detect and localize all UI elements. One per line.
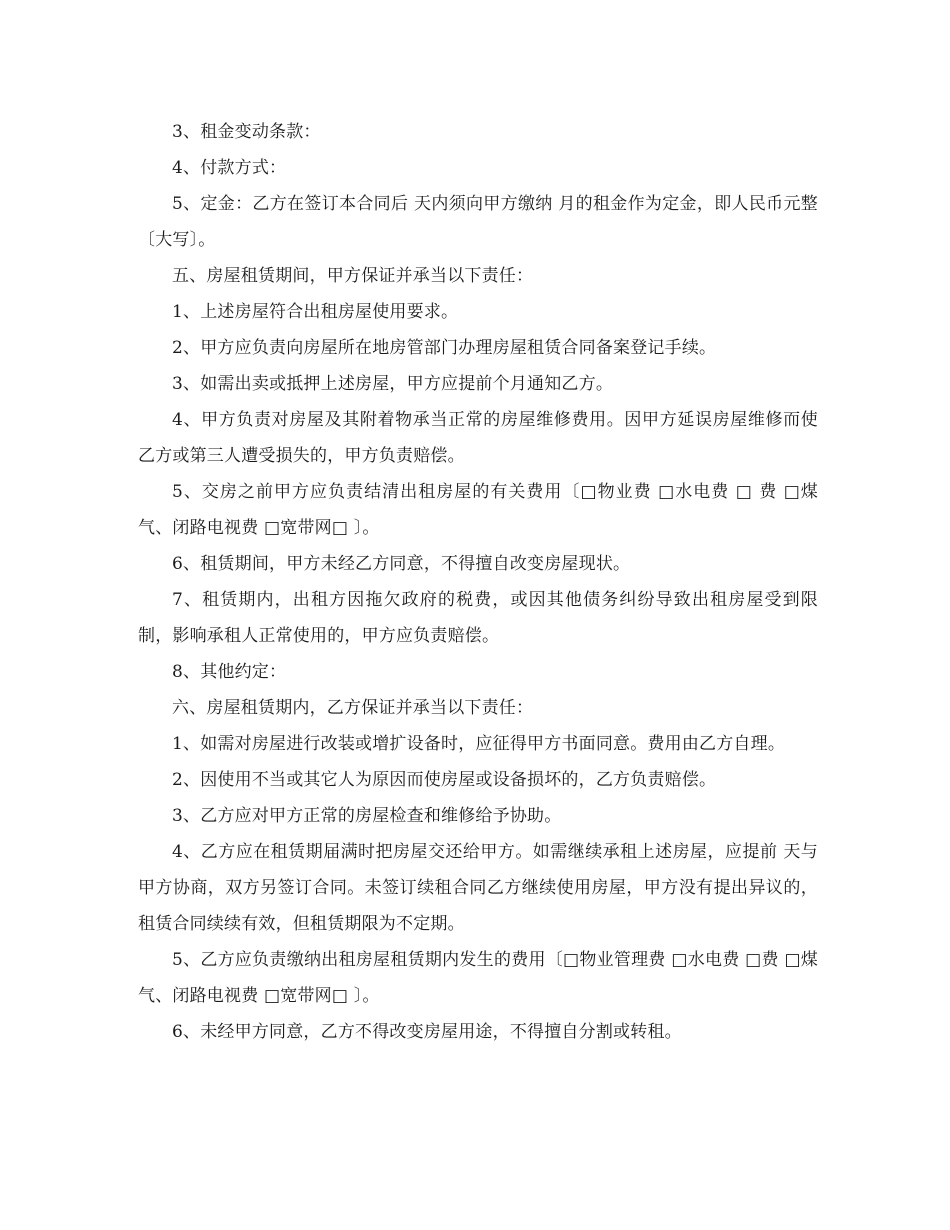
- party-a-duty-4: 4、甲方负责对房屋及其附着物承当正常的房屋维修费用。因甲方延误房屋维修而使乙方或第三人遭受损失的，甲方负责赔偿。: [138, 410, 818, 466]
- party-a-duty-2: 2、甲方应负责向房屋所在地房管部门办理房屋租赁合同备案登记手续。: [172, 338, 717, 358]
- party-b-duty-2: 2、因使用不当或其它人为原因而使房屋或设备损坏的，乙方负责赔偿。: [172, 770, 717, 790]
- clause-rent-change: 3、租金变动条款：: [172, 122, 321, 142]
- party-a-duty-5: 5、交房之前甲方应负责结清出租房屋的有关费用〔□物业费 □水电费 □ 费 □煤气、闭路电视费 □宽带网□ 〕。: [138, 482, 818, 538]
- section-six-heading: 六、房屋租赁期内，乙方保证并承当以下责任：: [172, 698, 534, 718]
- party-a-duty-7: 7、租赁期内，出租方因拖欠政府的税费，或因其他债务纠纷导致出租房屋受到限制，影响承租人正常使用的，甲方应负责赔偿。: [138, 590, 818, 646]
- party-b-duty-6: 6、未经甲方同意，乙方不得改变房屋用途，不得擅自分割或转租。: [172, 1022, 682, 1042]
- party-a-duty-1: 1、上述房屋符合出租房屋使用要求。: [172, 302, 459, 322]
- party-a-duty-6: 6、租赁期间，甲方未经乙方同意，不得擅自改变房屋现状。: [172, 554, 631, 574]
- document-body: [138, 114, 818, 1050]
- party-b-duty-5: 5、乙方应负责缴纳出租房屋租赁期内发生的费用〔□物业管理费 □水电费 □费 □煤气、闭路电视费 □宽带网□ 〕。: [138, 950, 818, 1006]
- clause-deposit: 5、定金：乙方在签订本合同后 天内须向甲方缴纳 月的租金作为定金，即人民币元整〔大写〕。: [138, 194, 818, 250]
- party-b-duty-1: 1、如需对房屋进行改装或增扩设备时，应征得甲方书面同意。费用由乙方自理。: [172, 734, 786, 754]
- clause-payment-method: 4、付款方式：: [172, 158, 287, 178]
- party-b-duty-3: 3、乙方应对甲方正常的房屋检查和维修给予协助。: [172, 806, 562, 826]
- party-a-duty-3: 3、如需出卖或抵押上述房屋，甲方应提前个月通知乙方。: [172, 374, 614, 394]
- party-a-duty-8: 8、其他约定：: [172, 662, 287, 682]
- party-b-duty-4: 4、乙方应在租赁期届满时把房屋交还给甲方。如需继续承租上述房屋，应提前 天与甲方协商，双方另签订合同。未签订续租合同乙方继续使用房屋，甲方没有提出异议的，租赁合同续续有效，但租赁期限为不定期。: [138, 842, 818, 934]
- section-five-heading: 五、房屋租赁期间，甲方保证并承当以下责任：: [172, 266, 534, 286]
